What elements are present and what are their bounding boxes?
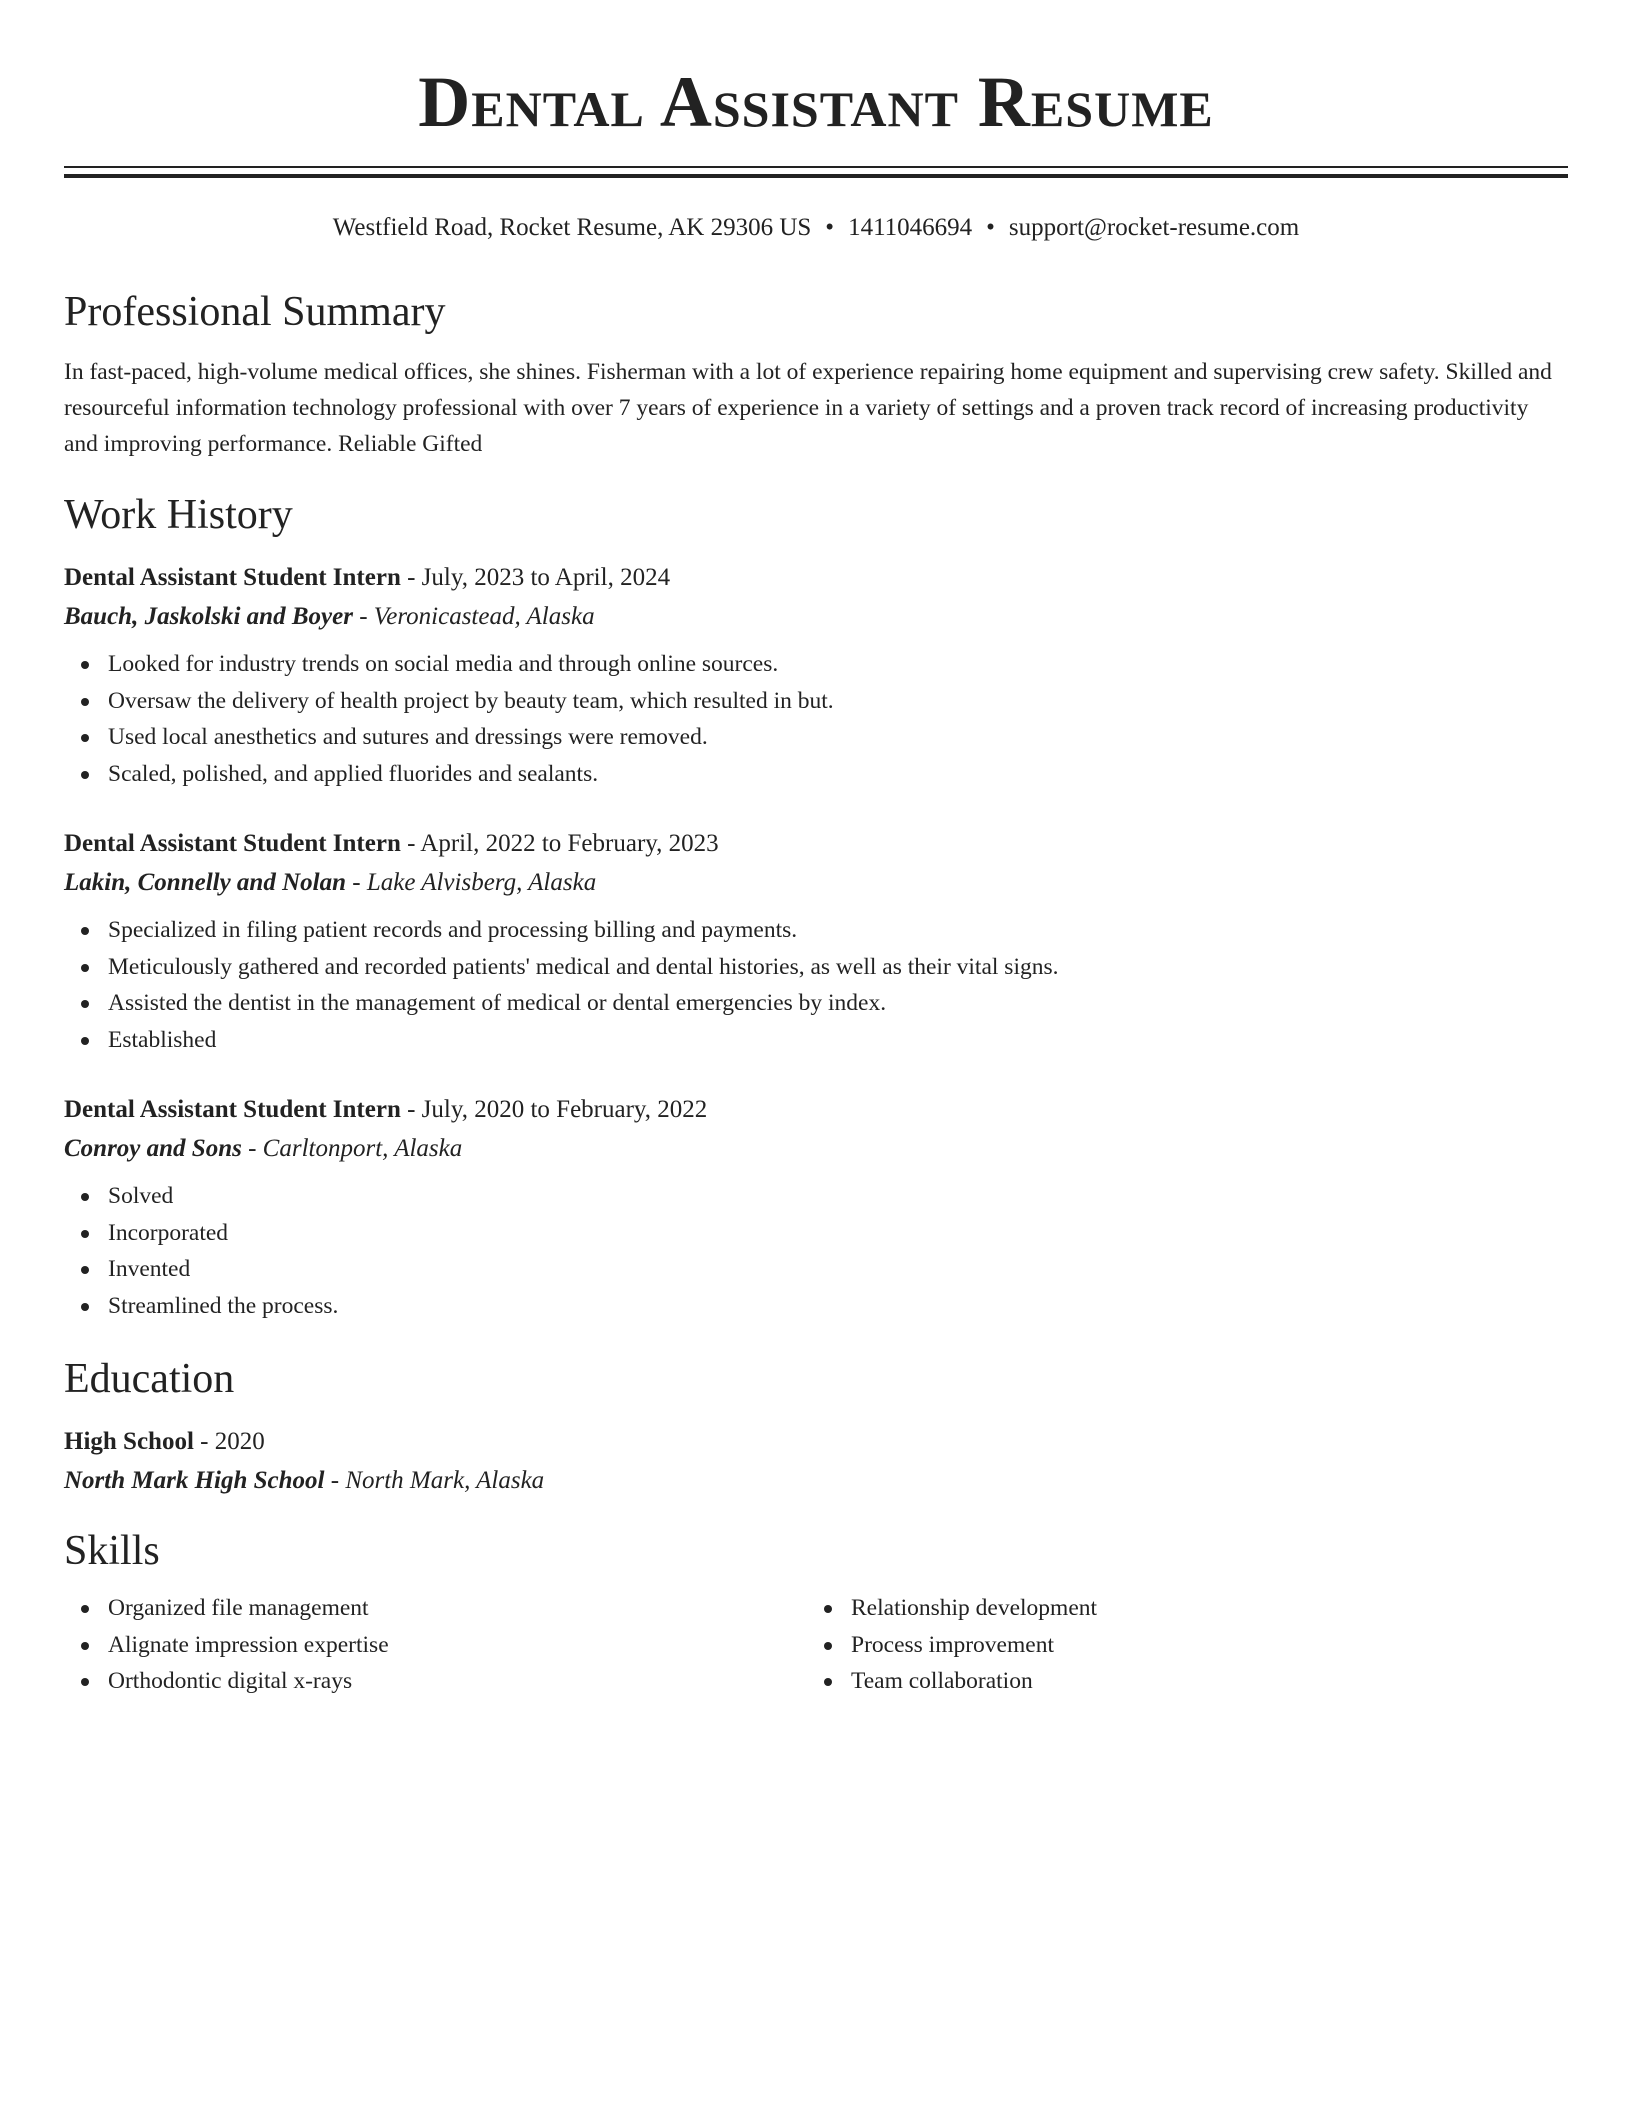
summary-heading: Professional Summary (64, 289, 446, 335)
education-school: North Mark High School (64, 1467, 325, 1494)
list-item: Established (64, 1022, 1568, 1059)
education-entry (64, 1422, 1568, 1500)
job-company: Bauch, Jaskolski and Boyer (64, 603, 353, 630)
contact-separator: • (986, 214, 995, 241)
job-location: - Carltonport, Alaska (241, 1135, 463, 1162)
job-title-line (64, 1090, 1568, 1129)
resume-title: Dental Assistant Resume (418, 62, 1214, 142)
job-company: Lakin, Connelly and Nolan (64, 869, 346, 896)
job-title-line (64, 824, 1568, 863)
skills-left-list (64, 1590, 807, 1700)
education-year: - 2020 (193, 1428, 265, 1455)
work-history-heading: Work History (64, 492, 293, 538)
list-item: Orthodontic digital x-rays (64, 1663, 807, 1700)
title-divider-thick (64, 174, 1568, 178)
list-item: Relationship development (807, 1590, 1550, 1627)
list-item: Oversaw the delivery of health project by beauty team, which resulted in but. (64, 683, 1568, 720)
list-item: Assisted the dentist in the management of medical or dental emergencies by index. (64, 985, 1568, 1022)
job-company: Conroy and Sons (64, 1135, 242, 1162)
job-entry (64, 1090, 1568, 1324)
list-item: Invented (64, 1251, 1568, 1288)
job-dates: - July, 2023 to April, 2024 (400, 564, 671, 591)
education-school-line (64, 1461, 1568, 1500)
job-dates: - April, 2022 to February, 2023 (400, 830, 719, 857)
education-location: - North Mark, Alaska (324, 1467, 545, 1494)
job-entry (64, 824, 1568, 1058)
contact-email: support@rocket-resume.com (1008, 214, 1300, 241)
list-item: Alignate impression expertise (64, 1627, 807, 1664)
job-title: Dental Assistant Student Intern (64, 830, 401, 857)
list-item: Solved (64, 1178, 1568, 1215)
list-item: Streamlined the process. (64, 1288, 1568, 1325)
summary-text: In fast-paced, high-volume medical offices, she shines. Fisherman with a lot of experience repairing home equipment and supervising crew safety. Skilled and resourceful information technology professional with over 7 years of experience in a variety of settings and a proven track record of increasing productivity and improving performance. Reliable Gifted (64, 359, 1552, 457)
title-divider-thin (64, 166, 1568, 168)
skills-columns (64, 1590, 1568, 1700)
job-company-line (64, 597, 1568, 636)
job-bullets (64, 646, 1568, 792)
contact-line (64, 212, 1568, 244)
contact-phone: 1411046694 (848, 214, 973, 241)
contact-separator: • (825, 214, 835, 241)
job-title: Dental Assistant Student Intern (64, 1096, 401, 1123)
list-item: Used local anesthetics and sutures and dressings were removed. (64, 719, 1568, 756)
education-degree-line (64, 1422, 1568, 1461)
skills-right-list (807, 1590, 1550, 1700)
job-company-line (64, 1129, 1568, 1168)
education-degree: High School (64, 1428, 194, 1455)
list-item: Process improvement (807, 1627, 1550, 1664)
job-title: Dental Assistant Student Intern (64, 564, 401, 591)
list-item: Scaled, polished, and applied fluorides and sealants. (64, 756, 1568, 793)
job-bullets (64, 912, 1568, 1058)
job-company-line (64, 863, 1568, 902)
contact-address: Westfield Road, Rocket Resume, AK 29306 US (332, 214, 812, 241)
list-item: Organized file management (64, 1590, 807, 1627)
list-item: Specialized in filing patient records and processing billing and payments. (64, 912, 1568, 949)
list-item: Team collaboration (807, 1663, 1550, 1700)
job-bullets (64, 1178, 1568, 1324)
job-location: - Lake Alvisberg, Alaska (346, 869, 597, 896)
list-item: Meticulously gathered and recorded patients' medical and dental histories, as well as their vital signs. (64, 949, 1568, 986)
job-entry (64, 558, 1568, 792)
job-location: - Veronicastead, Alaska (352, 603, 595, 630)
education-heading: Education (64, 1356, 235, 1402)
list-item: Looked for industry trends on social media and through online sources. (64, 646, 1568, 683)
job-title-line (64, 558, 1568, 597)
list-item: Incorporated (64, 1215, 1568, 1252)
job-dates: - July, 2020 to February, 2022 (400, 1096, 708, 1123)
skills-heading: Skills (64, 1528, 160, 1574)
